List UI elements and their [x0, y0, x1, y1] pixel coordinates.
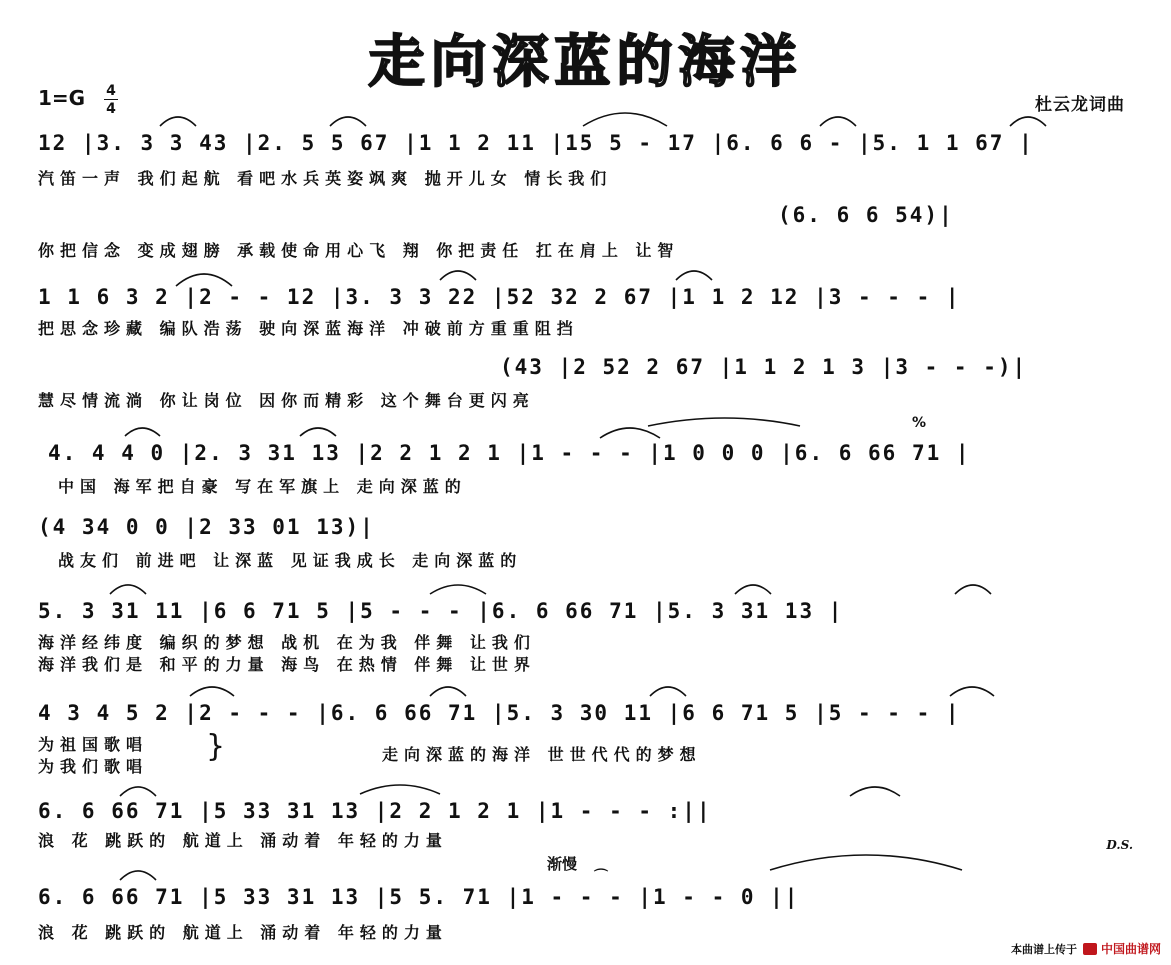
- lyrics-row-3: 把思念珍藏 编队浩荡 驶向深蓝海洋 冲破前方重重阻挡: [38, 319, 579, 338]
- slur: [676, 271, 712, 280]
- slur: [950, 687, 994, 696]
- slur: [110, 585, 146, 594]
- lyrics-row-4: 慧尽情流淌 你让岗位 因你而精彩 这个舞台更闪亮: [38, 391, 535, 410]
- lyrics-row-8b: 为我们歌唱: [38, 757, 149, 776]
- slur: [955, 585, 991, 594]
- footer-uploaded-text: 本曲谱上传于: [1010, 942, 1077, 956]
- notation-row-8: 4 3 4 5 2 |2 - - - |6. 6 66 71 |5. 3 30 11 |6 6 71 5 |5 - - - |: [38, 701, 961, 725]
- slur: [125, 428, 160, 436]
- time-bottom: 4: [106, 101, 116, 117]
- slur: [430, 585, 486, 594]
- site-logo-icon: [1083, 943, 1097, 955]
- key-signature: 1=G: [38, 86, 86, 110]
- fermata-mark: ⌒: [594, 869, 608, 885]
- slur: [770, 855, 962, 870]
- notation-row-9: 6. 6 66 71 |5 33 31 13 |2 2 1 2 1 |1 - - - :||: [38, 799, 712, 823]
- slur: [160, 117, 196, 126]
- slur: [820, 117, 856, 126]
- notation-row-6: (4 34 0 0 |2 33 01 13)|: [38, 515, 375, 539]
- lyrics-row-8c: 走向深蓝的海洋 世世代代的梦想: [382, 745, 702, 764]
- notation-row-4: (43 |2 52 2 67 |1 1 2 1 3 |3 - - -)|: [500, 355, 1028, 379]
- slur: [190, 687, 234, 696]
- slur: [300, 428, 336, 436]
- lyrics-row-1: 汽笛一声 我们起航 看吧水兵英姿飒爽 抛开儿女 情长我们: [38, 169, 613, 188]
- lyrics-row-6: 战友们 前进吧 让深蓝 见证我成长 走向深蓝的: [58, 551, 523, 570]
- dal-segno-mark: D.S.: [1106, 838, 1133, 852]
- slur: [1010, 117, 1046, 126]
- lyrics-row-9: 浪 花 跳跃的 航道上 涌动着 年轻的力量: [38, 831, 448, 850]
- notation-row-5: 4. 4 4 0 |2. 3 31 13 |2 2 1 2 1 |1 - - - |1 0 0 0 |6. 6 66 71 |: [48, 441, 971, 465]
- slur: [360, 785, 440, 794]
- composer-credit: 杜云龙词曲: [1035, 95, 1125, 115]
- tempo-mark: 渐慢: [547, 855, 578, 873]
- slur: [583, 113, 667, 126]
- slur: [650, 687, 686, 696]
- brace-mark: }: [206, 729, 226, 764]
- notation-row-3: 1 1 6 3 2 |2 - - 12 |3. 3 3 22 |52 32 2 67 |1 1 2 12 |3 - - - |: [38, 285, 961, 309]
- notation-row-10: 6. 6 66 71 |5 33 31 13 |5 5. 71 |1 - - - |1 - - 0 ||: [38, 885, 800, 909]
- slur: [120, 871, 156, 880]
- lyrics-row-8a: 为祖国歌唱: [38, 735, 149, 754]
- lyrics-row-7b: 海洋我们是 和平的力量 海鸟 在热情 伴舞 让世界: [38, 655, 536, 674]
- slur: [430, 687, 466, 696]
- slur: [176, 274, 232, 286]
- slur: [440, 271, 476, 280]
- time-top: 4: [106, 83, 116, 99]
- slur: [735, 585, 771, 594]
- segno-sign: %: [912, 415, 927, 431]
- lyrics-row-2: 你把信念 变成翅膀 承载使命用心飞 翔 你把责任 扛在肩上 让智: [38, 241, 680, 260]
- notation-row-2: (6. 6 6 54)|: [778, 203, 954, 227]
- slur: [648, 418, 800, 426]
- slur: [120, 787, 156, 796]
- lyrics-row-7a: 海洋经纬度 编织的梦想 战机 在为我 伴舞 让我们: [38, 633, 536, 652]
- slur: [600, 428, 660, 438]
- score-title: 走向深蓝的海洋: [368, 30, 803, 95]
- lyrics-row-10: 浪 花 跳跃的 航道上 涌动着 年轻的力量: [38, 923, 448, 942]
- notation-row-1: 12 |3. 3 3 43 |2. 5 5 67 |1 1 2 11 |15 5 - 17 |6. 6 6 - |5. 1 1 67 |: [38, 131, 1034, 155]
- slur: [850, 787, 900, 796]
- notation-row-7: 5. 3 31 11 |6 6 71 5 |5 - - - |6. 6 66 71 |5. 3 31 13 |: [38, 599, 844, 623]
- footer-site-name[interactable]: 中国曲谱网: [1100, 942, 1161, 956]
- footer-credit: [1011, 940, 1161, 957]
- slur: [330, 117, 366, 126]
- lyrics-row-5: 中国 海军把自豪 写在军旗上 走向深蓝的: [58, 477, 467, 496]
